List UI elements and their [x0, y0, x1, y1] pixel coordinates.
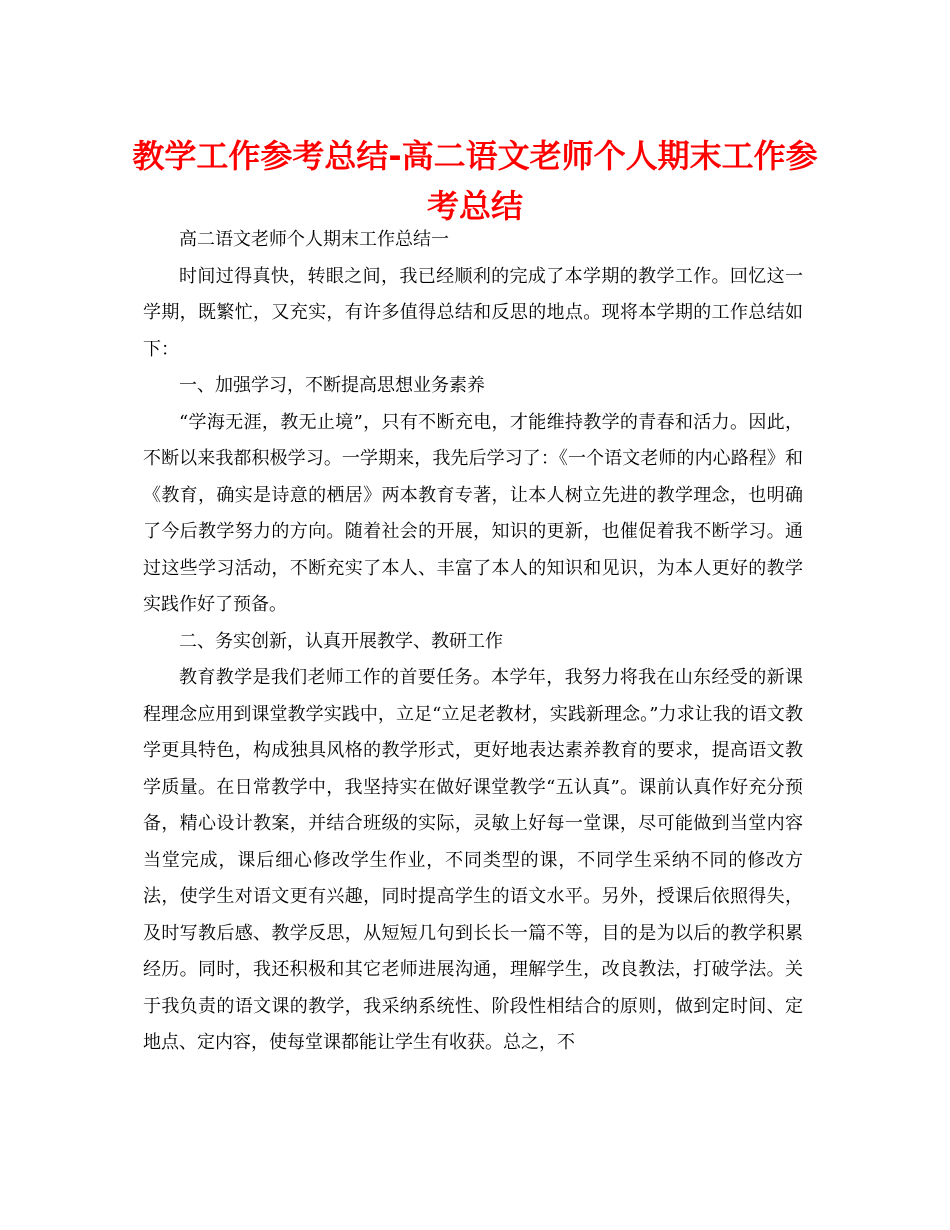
- section-heading: 高二语文老师个人期末工作总结一: [179, 229, 449, 250]
- document-body: [143, 222, 803, 1062]
- section-heading: 一、加强学习，不断提高思想业务素养: [179, 375, 485, 396]
- paragraph: “学海无涯，教无止境”，只有不断充电，才能维持教学的青春和活力。因此，不断以来我都积极学习。一学期来，我先后学习了：《一个语文老师的内心路程》和《教育，确实是诗意的栖居》两本教育专著，让本人树立先进的教学理念，也明确了今后教学努力的方向。随着社会的开展，知识的更新，也催促着我不断学习。通过这些学习活动，不断充实了本人、丰富了本人的知识和见识，为本人更好的教学实践作好了预备。: [143, 411, 803, 615]
- document-title: 教学工作参考总结-高二语文老师个人期末工作参考总结: [132, 137, 818, 225]
- section-heading: 二、务实创新，认真开展教学、教研工作: [179, 630, 503, 652]
- paragraph: 时间过得真快，转眼之间，我已经顺利的完成了本学期的教学工作。回忆这一学期，既繁忙，又充实，有许多值得总结和反思的地点。现将本学期的工作总结如下：: [143, 265, 803, 360]
- paragraph: 教育教学是我们老师工作的首要任务。本学年，我努力将我在山东经受的新课程理念应用到课堂教学实践中，立足“立足老教材，实践新理念。”力求让我的语文教学更具特色，构成独具风格的教学形式，更好地表达素养教育的要求，提高语文教学质量。在日常教学中，我坚持实在做好课堂教学“五认真”。课前认真作好充分预备，精心设计教案，并结合班级的实际，灵敏上好每一堂课，尽可能做到当堂内容当堂完成，课后细心修改学生作业，不同类型的课，不同学生采纳不同的修改方法，使学生对语文更有兴趣，同时提高学生的语文水平。另外，授课后依照得失，及时写教后感、教学反思，从短短几句到长长一篇不等，目的是为以后的教学积累经历。同时，我还积极和其它老师进展沟通，理解学生，改良教法，打破学法。关于我负责的语文课的教学，我采纳系统性、阶段性相结合的原则，做到定时间、定地点、定内容，使每堂课都能让学生有收获。总之，不: [143, 667, 803, 1053]
